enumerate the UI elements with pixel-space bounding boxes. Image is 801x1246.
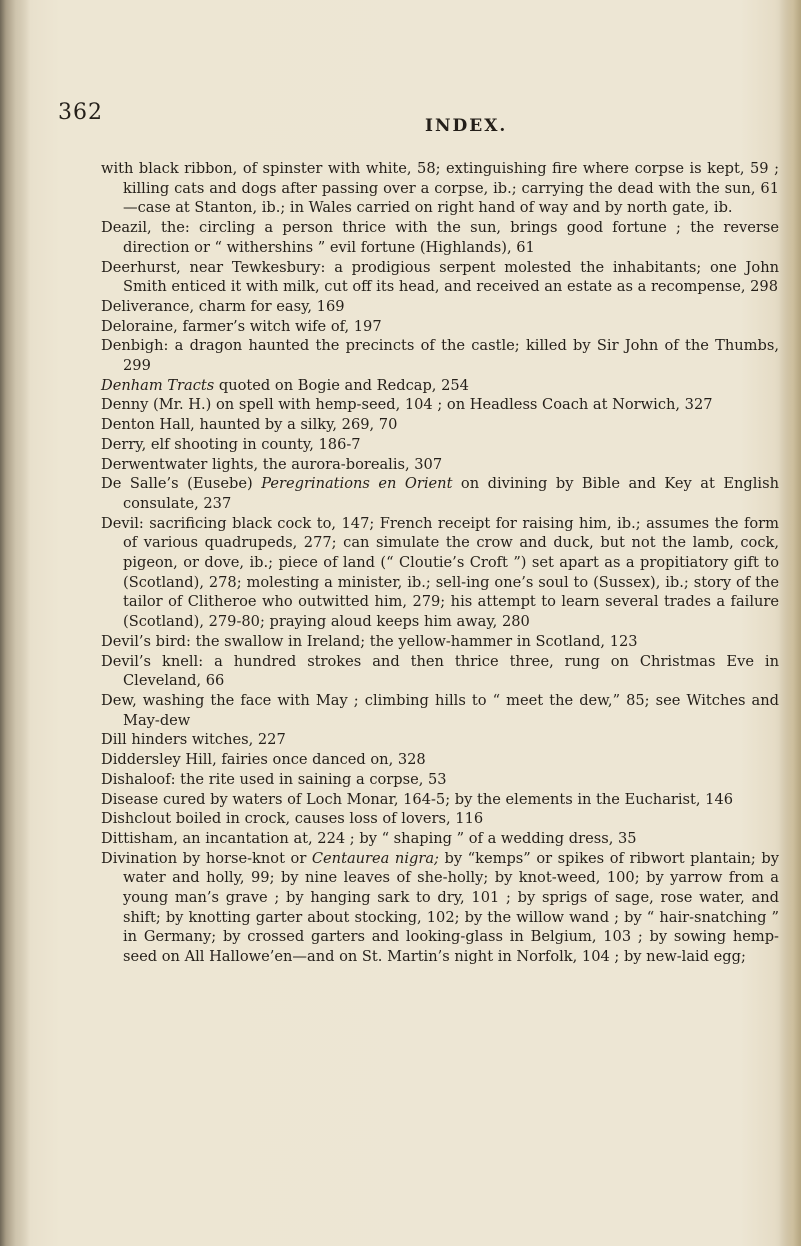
index-entry: Deerhurst, near Tewkesbury: a prodigious serpent molested the inhabitants; one John Smith enticed it with milk, cut off its head, and received an estate as a recompense, 298 <box>101 258 779 296</box>
index-entry: Devil’s knell: a hundred strokes and then thrice three, rung on Christmas Eve in Cleveland, 66 <box>101 652 779 690</box>
plant-name: Centaurea nigra; <box>311 849 439 867</box>
index-entry: Deazil, the: circling a person thrice with the sun, brings good fortune ; the reverse direction or “ withershins ” evil fortune (Highlands), 61 <box>101 219 779 256</box>
index-entry: Devil’s bird: the swallow in Ireland; the yellow-hammer in Scotland, 123 <box>101 632 638 650</box>
page-edge-shadow <box>779 0 801 1246</box>
index-entry: Dew, washing the face with May ; climbing hills to “ meet the dew,” 85; see Witches and May-dew <box>101 691 779 729</box>
index-entry: Dishclout boiled in crock, causes loss of lovers, 116 <box>101 810 484 828</box>
index-entry: Denbigh: a dragon haunted the precincts of the castle; killed by Sir John of the Thumbs, 299 <box>101 337 779 375</box>
index-entry: Disease cured by waters of Loch Monar, 164-5; by the elements in the Eucharist, 146 <box>101 790 734 808</box>
work-title: Denham Tracts <box>101 376 215 394</box>
index-entry: Dishaloof: the rite used in saining a corpse, 53 <box>101 770 447 788</box>
page-binding-shadow <box>0 0 30 1246</box>
running-head: INDEX. <box>425 116 508 136</box>
index-entry: De Salle’s (Eusebe) Peregrinations en Orient on divining by Bible and Key at English consulate, 237 <box>101 475 779 512</box>
page-number: 362 <box>58 100 103 125</box>
work-title: Peregrinations en Orient <box>261 475 453 493</box>
index-entry: Dittisham, an incantation at, 224 ; by “ shaping ” of a wedding dress, 35 <box>101 829 637 847</box>
index-entry: Devil: sacrificing black cock to, 147; French receipt for raising him, ib.; assumes the form of various quadrupeds, 277; can simulate the crow and duck, but not the lamb, cock, pigeon, or dove, ib.; piece of land (“ Cloutie’s Croft ”) set apart as a propitiatory gift to (Scotland), 278; molesting a minister, ib.; sell-ing one’s soul to (Sussex), ib.; story of the tailor of Clitheroe who outwitted him, 279; his attempt to learn several trades a failure (Scotland), 279-80; praying aloud keeps him away, 280 <box>101 514 779 631</box>
index-entry: Derry, elf shooting in county, 186-7 <box>101 435 361 453</box>
index-entry: Diddersley Hill, fairies once danced on, 328 <box>101 751 426 769</box>
index-entry: Denton Hall, haunted by a silky, 269, 70 <box>101 416 398 434</box>
index-entry: Deliverance, charm for easy, 169 <box>101 297 345 315</box>
index-entry: Deloraine, farmer’s witch wife of, 197 <box>101 317 382 335</box>
index-entry: Divination by horse-knot or Centaurea nigra; by “kemps” or spikes of ribwort plantain; by water and holly, 99; by nine leaves of she-holly; by knot-weed, 100; by yarrow from a young man’s grave ; by hanging sark to dry, 101 ; by sprigs of sage, rose water, and shift; by knotting garter about stocking, 102; by the willow wand ; by “ hair-snatching ” in Germany; by crossed garters and looking-glass in Belgium, 103 ; by sowing hemp-seed on All Hallowe’en—and on St. Martin’s night in Norfolk, 104 ; by new-laid egg; <box>101 849 779 966</box>
index-entries <box>101 159 779 967</box>
index-entry: Dill hinders witches, 227 <box>101 731 286 749</box>
index-entry: Denham Tracts quoted on Bogie and Redcap, 254 <box>101 376 469 394</box>
index-entry: Derwentwater lights, the aurora-borealis, 307 <box>101 455 443 473</box>
index-entry: Denny (Mr. H.) on spell with hemp-seed, 104 ; on Headless Coach at Norwich, 327 <box>101 396 713 414</box>
index-entry: with black ribbon, of spinster with white, 58; extinguishing fire where corpse is kept, 59 ; killing cats and dogs after passing over a corpse, ib.; carrying the dead with the sun, 61—case at Stanton, ib.; in Wales carried on right hand of way and by north gate, ib. <box>101 160 779 217</box>
